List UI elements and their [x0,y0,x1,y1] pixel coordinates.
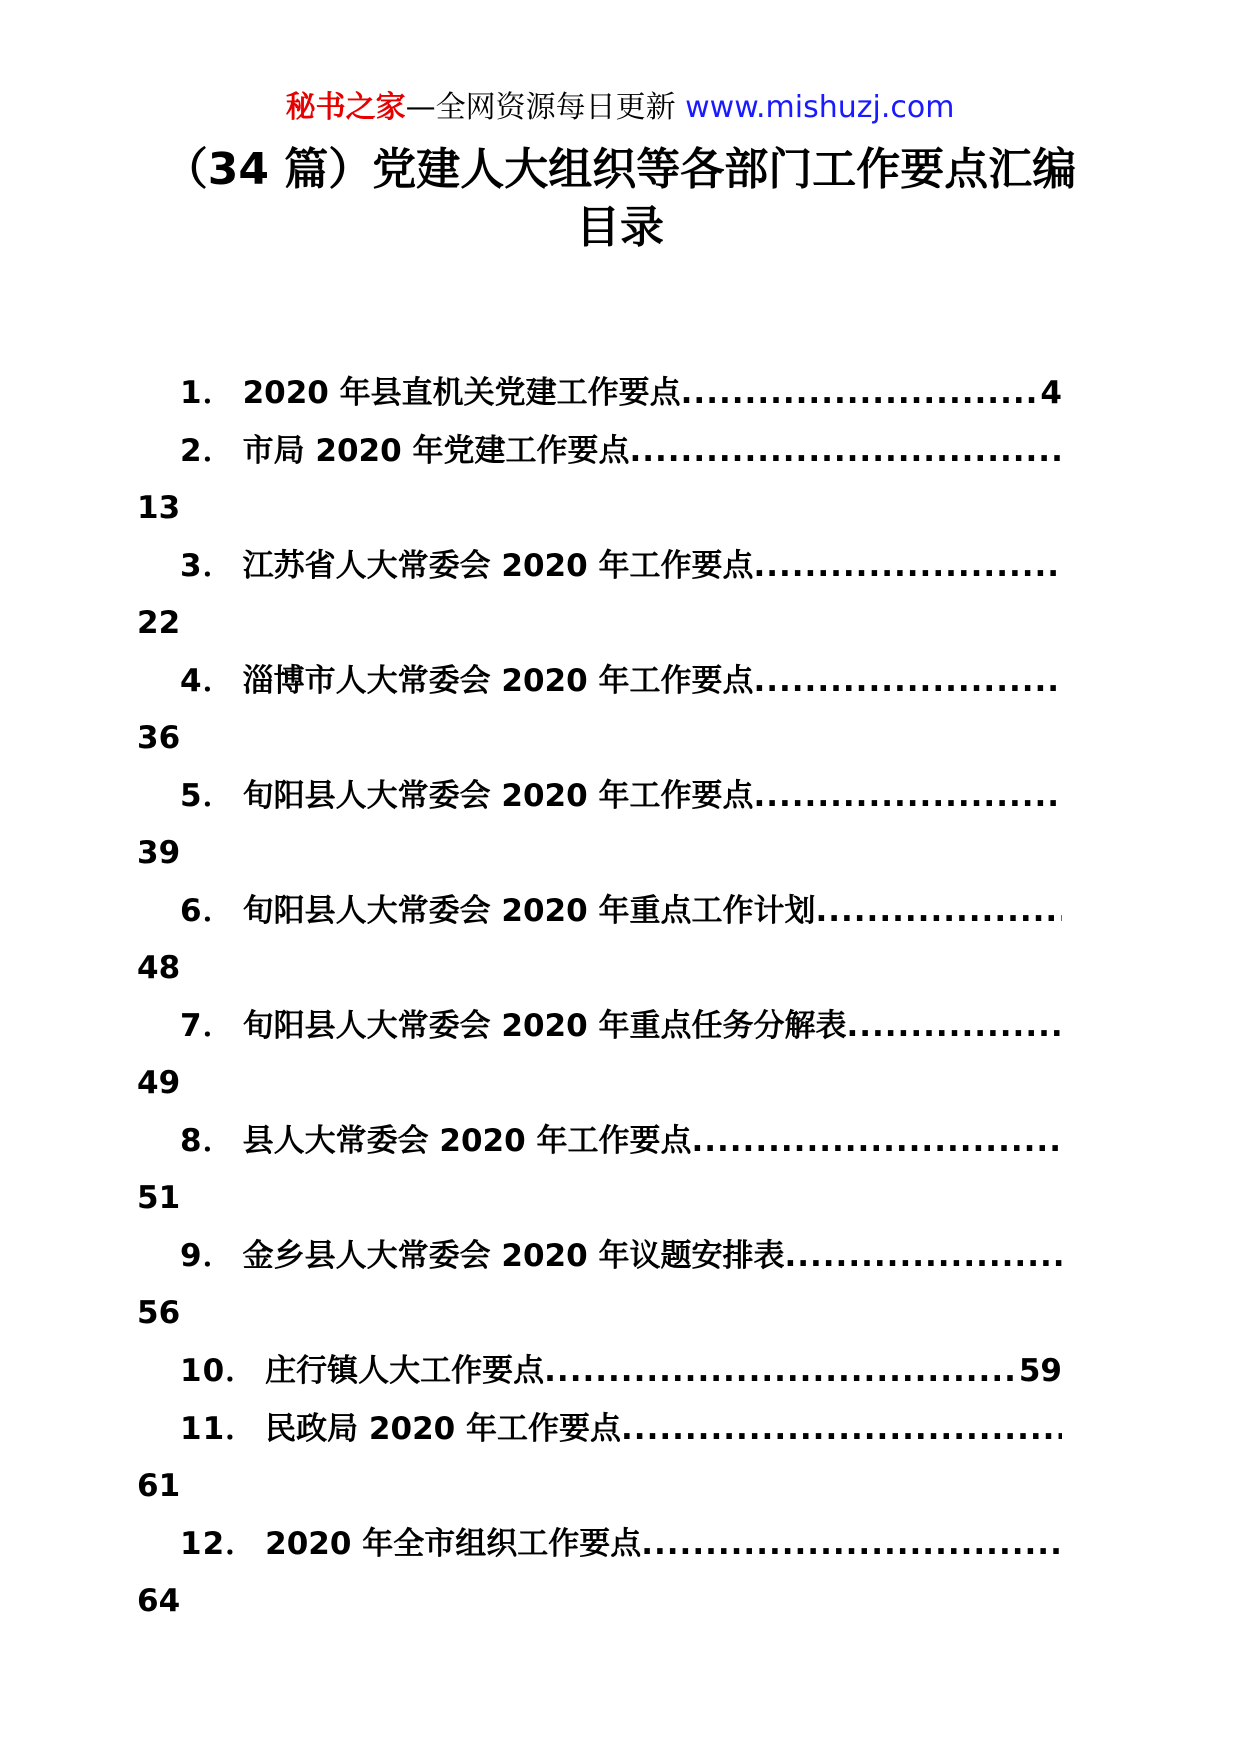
toc-entry-page: 64 [137,1583,181,1619]
toc-entry-page: 51 [137,1180,181,1216]
toc-entry-number: 11． [180,1411,258,1447]
toc-entry[interactable] [137,1342,1062,1400]
toc-dot-leader [815,882,1062,940]
toc-dot-leader [629,422,1062,480]
toc-entry-title: 旬阳县人大常委会 2020 年工作要点 [242,778,754,814]
toc-entry[interactable] [137,537,1062,652]
toc-entry-line [137,537,1062,595]
toc-entry-title: 2020 年县直机关党建工作要点 [242,375,681,411]
toc-entry-number: 1． [180,375,235,411]
site-name: 秘书之家 [285,90,406,125]
toc-entry-page: 36 [137,720,181,756]
toc-entry-line [137,422,1062,480]
toc-entry-number: 9． [180,1238,235,1274]
toc-entry-page: 61 [137,1468,181,1504]
toc-entry-line [137,1112,1062,1170]
toc-entry-title: 淄博市人大常委会 2020 年工作要点 [242,663,754,699]
toc-entry-title: 2020 年全市组织工作要点 [265,1526,642,1562]
toc-entry[interactable] [137,1515,1062,1630]
toc-dot-leader [784,1227,1062,1285]
toc-entry[interactable] [137,422,1062,537]
toc-entry-page: 13 [137,490,181,526]
toc-entry-line [137,1342,1062,1400]
site-url[interactable]: www.mishuzj.com [685,90,955,125]
table-of-contents [137,364,1062,1630]
toc-entry[interactable] [137,652,1062,767]
toc-dot-leader [691,1112,1062,1170]
toc-entry-line [137,652,1062,710]
toc-dot-leader [681,364,1041,422]
toc-entry-title: 市局 2020 年党建工作要点 [242,433,630,469]
toc-entry-page: 48 [137,950,181,986]
toc-entry-title: 民政局 2020 年工作要点 [265,1411,622,1447]
toc-entry-title: 庄行镇人大工作要点 [265,1353,545,1389]
toc-entry-number: 8． [180,1123,235,1159]
toc-entry-page: 4 [1040,375,1062,411]
toc-entry-page: 59 [1018,1353,1062,1389]
toc-entry-title: 旬阳县人大常委会 2020 年重点工作计划 [242,893,816,929]
toc-entry[interactable] [137,767,1062,882]
toc-entry-line [137,1400,1062,1458]
toc-dot-leader [753,537,1062,595]
toc-dot-leader [753,767,1062,825]
toc-entry-page: 22 [137,605,181,641]
toc-entry-title: 旬阳县人大常委会 2020 年重点任务分解表 [242,1008,847,1044]
toc-entry[interactable] [137,1227,1062,1342]
toc-dot-leader [846,997,1062,1055]
toc-entry[interactable] [137,1112,1062,1227]
toc-entry-number: 7． [180,1008,235,1044]
toc-entry-number: 3． [180,548,235,584]
toc-entry-number: 12． [180,1526,258,1562]
toc-entry-title: 金乡县人大常委会 2020 年议题安排表 [242,1238,785,1274]
document-subtitle: 目录 [576,202,664,253]
toc-entry-page: 49 [137,1065,181,1101]
toc-entry-line [137,767,1062,825]
toc-entry-number: 4． [180,663,235,699]
document-title: （34 篇）党建人大组织等各部门工作要点汇编 [163,144,1077,195]
toc-dot-leader [621,1400,1062,1458]
toc-dot-leader [753,652,1062,710]
toc-entry-page: 56 [137,1295,181,1331]
toc-entry-line [137,1227,1062,1285]
toc-entry-page: 39 [137,835,181,871]
toc-entry-line [137,364,1062,422]
toc-entry[interactable] [137,882,1062,997]
toc-entry-line [137,997,1062,1055]
toc-dot-leader [641,1515,1062,1573]
toc-dot-leader [544,1342,1019,1400]
toc-entry-number: 10． [180,1353,258,1389]
toc-entry-line [137,1515,1062,1573]
toc-entry-number: 2． [180,433,235,469]
site-header [0,88,1240,128]
toc-entry-line [137,882,1062,940]
toc-entry[interactable] [137,1400,1062,1515]
toc-entry-number: 5． [180,778,235,814]
toc-entry[interactable] [137,364,1062,422]
toc-entry-number: 6． [180,893,235,929]
toc-entry-title: 县人大常委会 2020 年工作要点 [242,1123,692,1159]
toc-entry-title: 江苏省人大常委会 2020 年工作要点 [242,548,754,584]
toc-entry[interactable] [137,997,1062,1112]
site-tagline: —全网资源每日更新 [405,90,676,125]
